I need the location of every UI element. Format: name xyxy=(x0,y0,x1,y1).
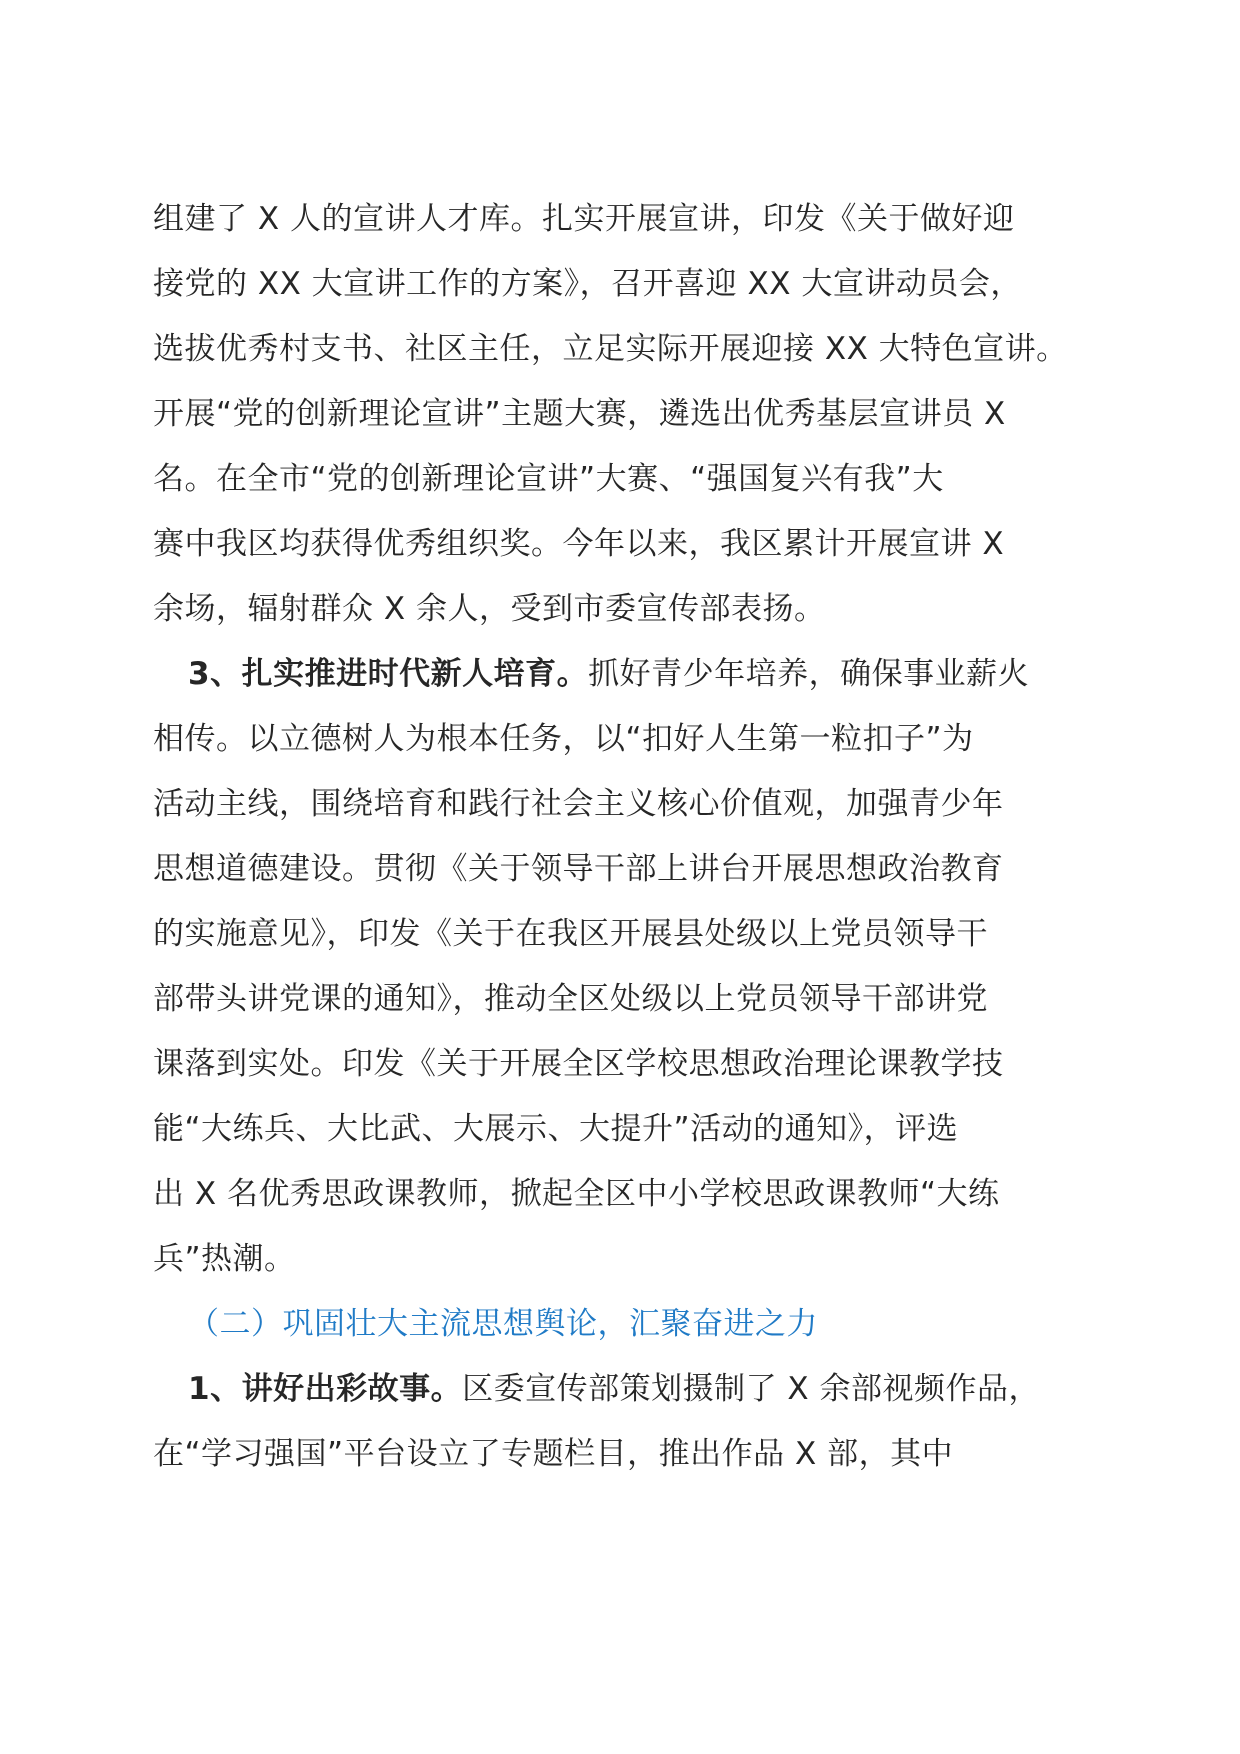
paragraph-line: 活动主线，围绕培育和践行社会主义核心价值观，加强青少年 xyxy=(153,786,1004,822)
paragraph-line: 课落到实处。印发《关于开展全区学校思想政治理论课教学技 xyxy=(153,1046,1004,1082)
paragraph-line: 思想道德建设。贯彻《关于领导干部上讲台开展思想政治教育 xyxy=(153,851,1004,887)
section-heading-2: （二）巩固壮大主流思想舆论，汇聚奋进之力 xyxy=(188,1306,818,1342)
paragraph-line: 开展“党的创新理论宣讲”主题大赛，遴选出优秀基层宣讲员 X xyxy=(153,396,1006,432)
paragraph-line: 能“大练兵、大比武、大展示、大提升”活动的通知》，评选 xyxy=(153,1111,959,1147)
paragraph-line: 相传。以立德树人为根本任务，以“扣好人生第一粒扣子”为 xyxy=(153,721,974,757)
paragraph-line: 的实施意见》，印发《关于在我区开展县处级以上党员领导干 xyxy=(153,916,988,952)
section-3-title: 3、扎实推进时代新人培育。 xyxy=(188,656,589,692)
paragraph-line: 在“学习强国”平台设立了专题栏目，推出作品 X 部，其中 xyxy=(153,1436,954,1472)
paragraph-line: 余场，辐射群众 X 余人，受到市委宣传部表扬。 xyxy=(153,591,826,627)
section-3-first-line xyxy=(188,654,1029,694)
paragraph-line: 赛中我区均获得优秀组织奖。今年以来，我区累计开展宣讲 X xyxy=(153,526,1005,562)
paragraph-line: 出 X 名优秀思政课教师，掀起全区中小学校思政课教师“大练 xyxy=(153,1176,1000,1212)
section-1-title: 1、讲好出彩故事。 xyxy=(188,1371,463,1407)
section-1-first-text: 区委宣传部策划摄制了 X 余部视频作品， xyxy=(462,1371,1041,1407)
section-1-first-line xyxy=(188,1369,1040,1409)
paragraph-line: 兵”热潮。 xyxy=(153,1241,296,1277)
paragraph-line: 选拔优秀村支书、社区主任，立足实际开展迎接 XX 大特色宣讲。 xyxy=(153,331,1068,367)
paragraph-line: 名。在全市“党的创新理论宣讲”大赛、“强国复兴有我”大 xyxy=(153,461,944,497)
section-3-first-text: 抓好青少年培养，确保事业薪火 xyxy=(588,656,1030,692)
paragraph-line: 组建了 X 人的宣讲人才库。扎实开展宣讲，印发《关于做好迎 xyxy=(153,201,1015,237)
paragraph-line: 接党的 XX 大宣讲工作的方案》，召开喜迎 XX 大宣讲动员会， xyxy=(153,266,1022,302)
paragraph-line: 部带头讲党课的通知》，推动全区处级以上党员领导干部讲党 xyxy=(153,981,988,1017)
